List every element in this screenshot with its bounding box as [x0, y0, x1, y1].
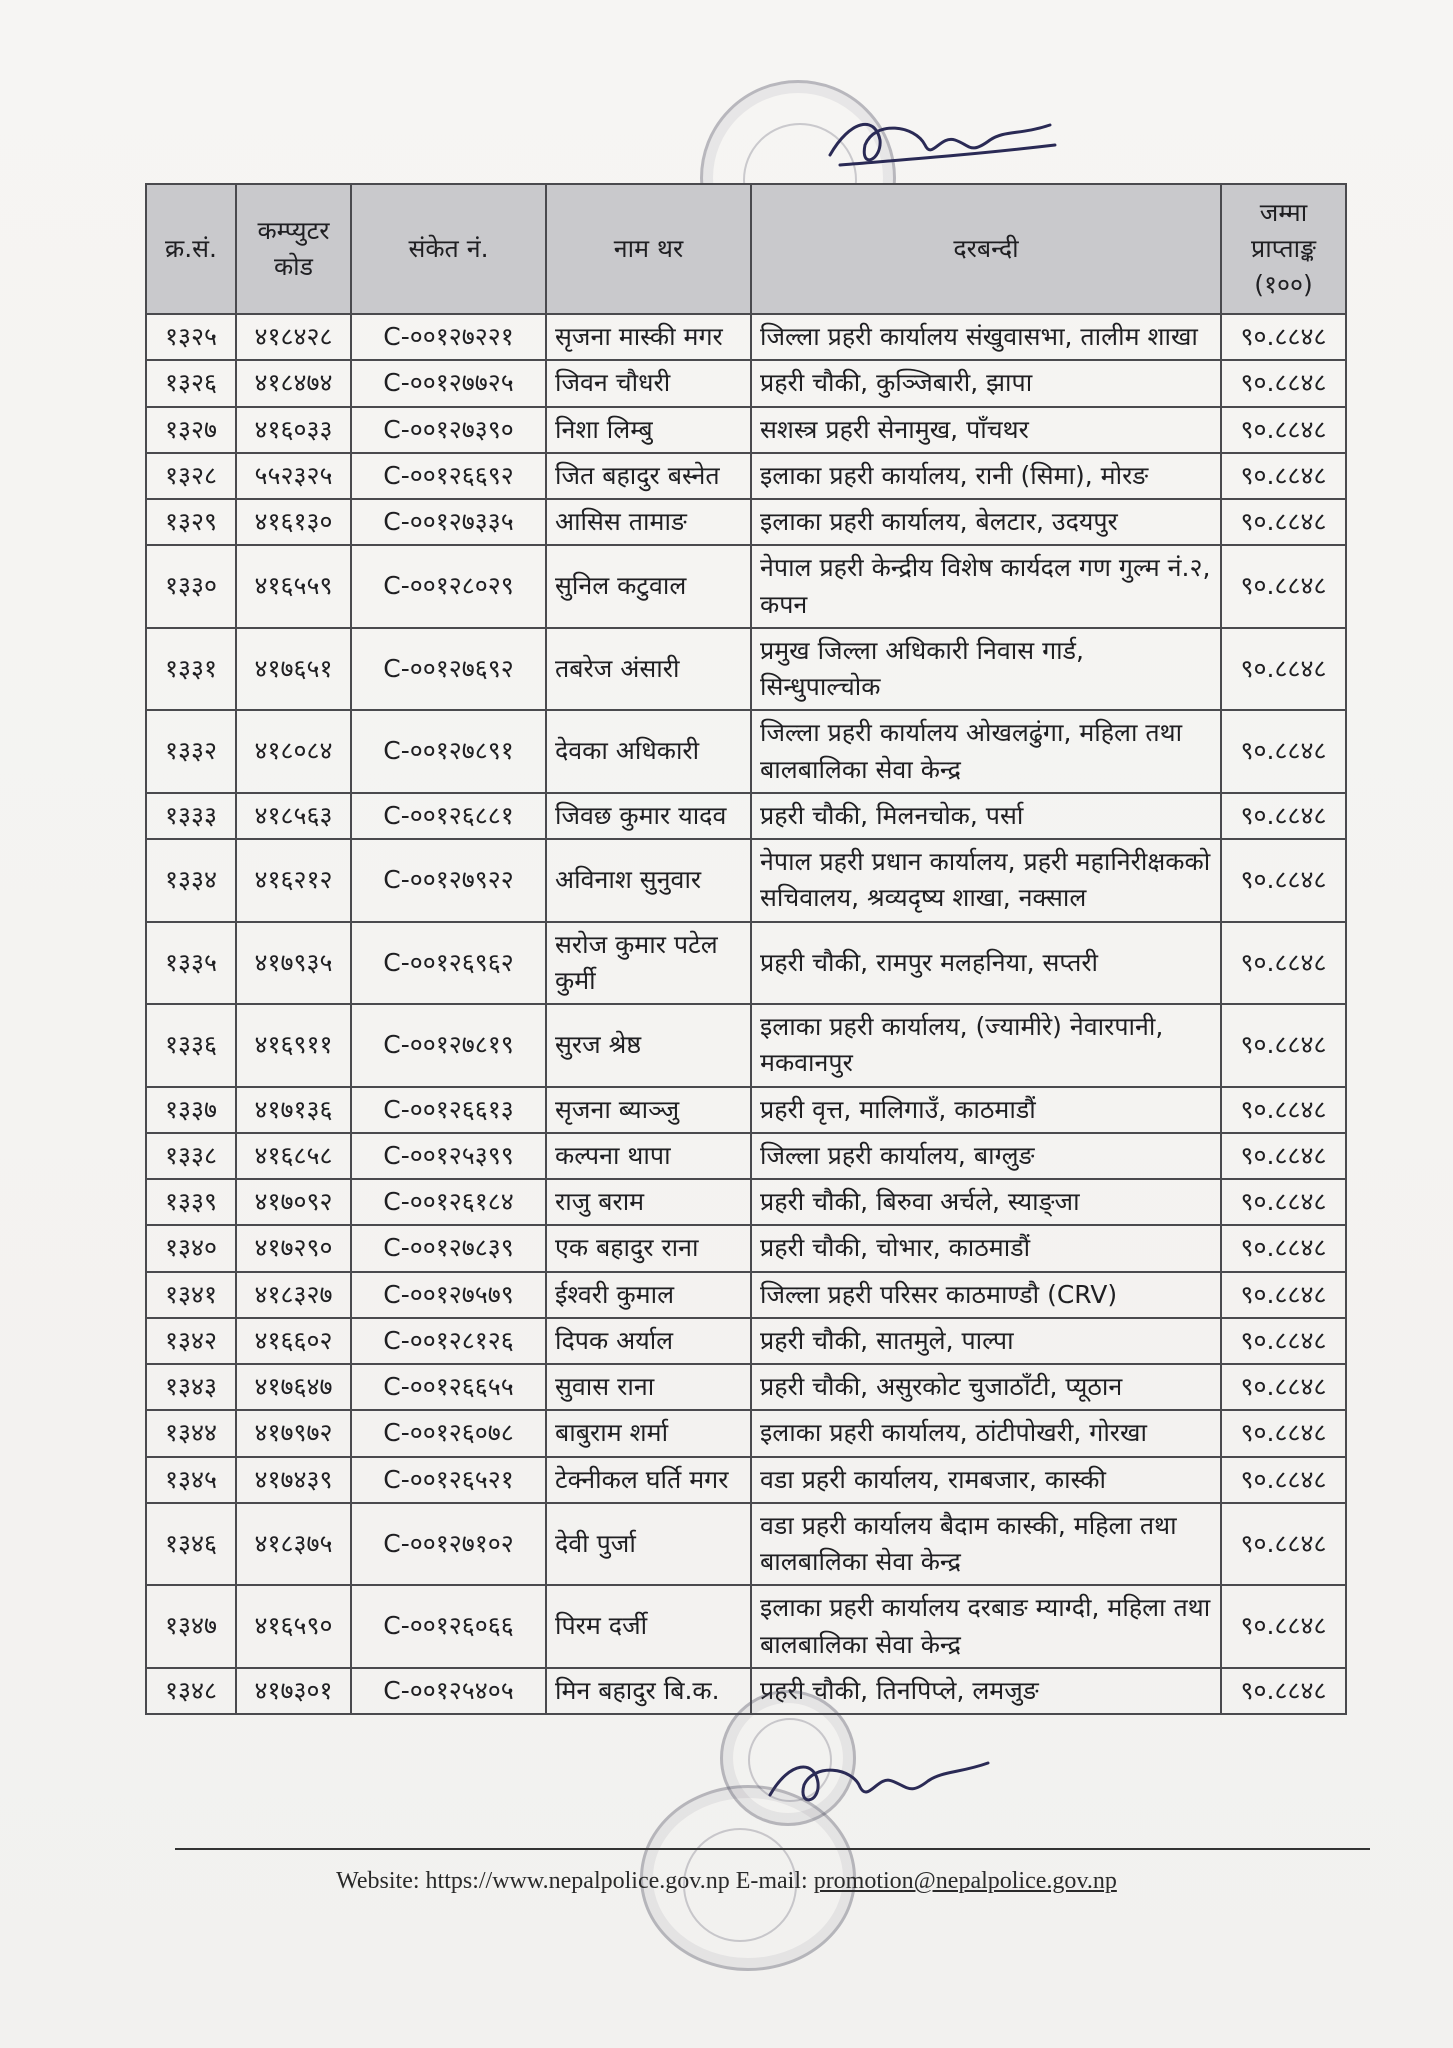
cell-name: राजु बराम — [546, 1179, 751, 1225]
cell-computer-code: ४१७६५१ — [236, 628, 351, 711]
cell-posting: प्रहरी चौकी, तिनपिप्ले, लमजुङ — [751, 1668, 1221, 1714]
cell-total-marks: ९०.८८४८ — [1221, 453, 1346, 499]
table-row — [146, 1272, 1346, 1318]
cell-serial: १३४७ — [146, 1585, 236, 1668]
cell-posting: इलाका प्रहरी कार्यालय, ठांटीपोखरी, गोरखा — [751, 1410, 1221, 1456]
cell-symbol-no: C-००१२७८३९ — [351, 1225, 546, 1271]
cell-total-marks: ९०.८८४८ — [1221, 1503, 1346, 1586]
cell-symbol-no: C-००१२७७२५ — [351, 360, 546, 406]
cell-name: सृजना मास्की मगर — [546, 314, 751, 360]
cell-posting: प्रहरी चौकी, सातमुले, पाल्पा — [751, 1318, 1221, 1364]
cell-serial: १३४२ — [146, 1318, 236, 1364]
cell-serial: १३२६ — [146, 360, 236, 406]
cell-name: तबरेज अंसारी — [546, 628, 751, 711]
cell-serial: १३२८ — [146, 453, 236, 499]
cell-total-marks: ९०.८८४८ — [1221, 545, 1346, 628]
cell-computer-code: ४१७०९२ — [236, 1179, 351, 1225]
cell-serial: १३४० — [146, 1225, 236, 1271]
cell-posting: सशस्त्र प्रहरी सेनामुख, पाँचथर — [751, 407, 1221, 453]
cell-computer-code: ४१६५५९ — [236, 545, 351, 628]
cell-serial: १३३२ — [146, 710, 236, 793]
cell-serial: १३४६ — [146, 1503, 236, 1586]
cell-name: ईश्वरी कुमाल — [546, 1272, 751, 1318]
cell-posting: इलाका प्रहरी कार्यालय, (ज्यामीरे) नेवारपानी, मकवानपुर — [751, 1004, 1221, 1087]
cell-name: सुवास राना — [546, 1364, 751, 1410]
cell-posting: जिल्ला प्रहरी कार्यालय संखुवासभा, तालीम शाखा — [751, 314, 1221, 360]
cell-computer-code: ४१८३२७ — [236, 1272, 351, 1318]
table-row — [146, 1457, 1346, 1503]
website-label: Website: — [336, 1868, 420, 1894]
cell-serial: १३२७ — [146, 407, 236, 453]
cell-total-marks: ९०.८८४८ — [1221, 1133, 1346, 1179]
cell-name: जिवछ कुमार यादव — [546, 793, 751, 839]
cell-serial: १३३४ — [146, 839, 236, 922]
cell-serial: १३४५ — [146, 1457, 236, 1503]
col-header-name: नाम थर — [546, 184, 751, 314]
cell-symbol-no: C-००१२७५७९ — [351, 1272, 546, 1318]
cell-total-marks: ९०.८८४८ — [1221, 1410, 1346, 1456]
table-row — [146, 710, 1346, 793]
cell-serial: १३३० — [146, 545, 236, 628]
cell-name: देवी पुर्जा — [546, 1503, 751, 1586]
cell-total-marks: ९०.८८४८ — [1221, 628, 1346, 711]
cell-name: सुरज श्रेष्ठ — [546, 1004, 751, 1087]
cell-symbol-no: C-००१२७३३५ — [351, 499, 546, 545]
cell-symbol-no: C-००१२५४०५ — [351, 1668, 546, 1714]
cell-symbol-no: C-००१२५३९९ — [351, 1133, 546, 1179]
cell-posting: इलाका प्रहरी कार्यालय दरबाङ म्याग्दी, महिला तथा बालबालिका सेवा केन्द्र — [751, 1585, 1221, 1668]
cell-posting: वडा प्रहरी कार्यालय बैदाम कास्की, महिला तथा बालबालिका सेवा केन्द्र — [751, 1503, 1221, 1586]
cell-name: जिवन चौधरी — [546, 360, 751, 406]
cell-name: आसिस तामाङ — [546, 499, 751, 545]
cell-symbol-no: C-००१२६०७८ — [351, 1410, 546, 1456]
cell-computer-code: ४१७४३९ — [236, 1457, 351, 1503]
cell-name: देवका अधिकारी — [546, 710, 751, 793]
cell-symbol-no: C-००१२६०६६ — [351, 1585, 546, 1668]
cell-posting: प्रहरी चौकी, असुरकोट चुजाठाँटी, प्यूठान — [751, 1364, 1221, 1410]
table-row — [146, 499, 1346, 545]
cell-total-marks: ९०.८८४८ — [1221, 1457, 1346, 1503]
cell-total-marks: ९०.८८४८ — [1221, 314, 1346, 360]
table-row — [146, 1004, 1346, 1087]
cell-posting: नेपाल प्रहरी केन्द्रीय विशेष कार्यदल गण गुल्म नं.२, कपन — [751, 545, 1221, 628]
cell-computer-code: ४१७६४७ — [236, 1364, 351, 1410]
table-row — [146, 1225, 1346, 1271]
cell-computer-code: ४१७९७२ — [236, 1410, 351, 1456]
table-row — [146, 1410, 1346, 1456]
cell-posting: प्रहरी चौकी, कुञ्जिबारी, झापा — [751, 360, 1221, 406]
website-link[interactable]: https://www.nepalpolice.gov.np — [425, 1868, 730, 1894]
cell-posting: नेपाल प्रहरी प्रधान कार्यालय, प्रहरी महानिरीक्षकको सचिवालय, श्रव्यदृष्य शाखा, नक्साल — [751, 839, 1221, 922]
table-row — [146, 407, 1346, 453]
cell-symbol-no: C-००१२६६५५ — [351, 1364, 546, 1410]
cell-posting: इलाका प्रहरी कार्यालय, बेलटार, उदयपुर — [751, 499, 1221, 545]
table-row — [146, 453, 1346, 499]
table-row — [146, 1087, 1346, 1133]
cell-total-marks: ९०.८८४८ — [1221, 1225, 1346, 1271]
table-row — [146, 314, 1346, 360]
cell-total-marks: ९०.८८४८ — [1221, 1004, 1346, 1087]
table-row — [146, 1364, 1346, 1410]
cell-serial: १३२९ — [146, 499, 236, 545]
cell-symbol-no: C-००१२६६९२ — [351, 453, 546, 499]
cell-serial: १३३१ — [146, 628, 236, 711]
cell-computer-code: ४१८३७५ — [236, 1503, 351, 1586]
cell-total-marks: ९०.८८४८ — [1221, 407, 1346, 453]
cell-name: टेक्नीकल घर्ति मगर — [546, 1457, 751, 1503]
table-row — [146, 628, 1346, 711]
cell-symbol-no: C-००१२६९६२ — [351, 922, 546, 1005]
cell-computer-code: ४१७२९० — [236, 1225, 351, 1271]
cell-symbol-no: C-००१२७३९० — [351, 407, 546, 453]
cell-total-marks: ९०.८८४८ — [1221, 360, 1346, 406]
cell-name: एक बहादुर राना — [546, 1225, 751, 1271]
table-row — [146, 1133, 1346, 1179]
table-row — [146, 1179, 1346, 1225]
cell-symbol-no: C-००१२७८१९ — [351, 1004, 546, 1087]
cell-posting: प्रहरी चौकी, बिरुवा अर्चले, स्याङ्जा — [751, 1179, 1221, 1225]
cell-computer-code: ४१८०८४ — [236, 710, 351, 793]
cell-computer-code: ४१६२१२ — [236, 839, 351, 922]
cell-serial: १३४३ — [146, 1364, 236, 1410]
results-table — [145, 183, 1347, 1715]
cell-name: अविनाश सुनुवार — [546, 839, 751, 922]
col-header-total-marks: जम्मा प्राप्ताङ्क (१००) — [1221, 184, 1346, 314]
cell-posting: प्रहरी वृत्त, मालिगाउँ, काठमाडौं — [751, 1087, 1221, 1133]
cell-symbol-no: C-००१२८०२९ — [351, 545, 546, 628]
cell-total-marks: ९०.८८४८ — [1221, 710, 1346, 793]
cell-name: सृजना ब्याञ्जु — [546, 1087, 751, 1133]
table-row — [146, 1585, 1346, 1668]
cell-symbol-no: C-००१२७८९१ — [351, 710, 546, 793]
table-row — [146, 793, 1346, 839]
col-header-computer-code: कम्प्युटर कोड — [236, 184, 351, 314]
cell-name: मिन बहादुर बि.क. — [546, 1668, 751, 1714]
cell-posting: जिल्ला प्रहरी परिसर काठमाण्डौ (CRV) — [751, 1272, 1221, 1318]
table-row — [146, 360, 1346, 406]
cell-symbol-no: C-००१२६६१३ — [351, 1087, 546, 1133]
cell-computer-code: ४१६०३३ — [236, 407, 351, 453]
cell-computer-code: ४१७३०१ — [236, 1668, 351, 1714]
cell-symbol-no: C-००१२६१८४ — [351, 1179, 546, 1225]
cell-serial: १३४८ — [146, 1668, 236, 1714]
cell-symbol-no: C-००१२८१२६ — [351, 1318, 546, 1364]
cell-computer-code: ४१८४७४ — [236, 360, 351, 406]
cell-computer-code: ४१८४२८ — [236, 314, 351, 360]
cell-computer-code: ५५२३२५ — [236, 453, 351, 499]
cell-posting: वडा प्रहरी कार्यालय, रामबजार, कास्की — [751, 1457, 1221, 1503]
col-header-posting: दरबन्दी — [751, 184, 1221, 314]
cell-total-marks: ९०.८८४८ — [1221, 839, 1346, 922]
cell-total-marks: ९०.८८४८ — [1221, 1364, 1346, 1410]
cell-symbol-no: C-००१२७६९२ — [351, 628, 546, 711]
cell-serial: १३३७ — [146, 1087, 236, 1133]
cell-total-marks: ९०.८८४८ — [1221, 1087, 1346, 1133]
cell-name: बाबुराम शर्मा — [546, 1410, 751, 1456]
footer-contact — [0, 1868, 1453, 1895]
cell-total-marks: ९०.८८४८ — [1221, 1318, 1346, 1364]
email-link[interactable]: promotion@nepalpolice.gov.np — [813, 1868, 1117, 1894]
cell-total-marks: ९०.८८४८ — [1221, 1585, 1346, 1668]
cell-serial: १३४१ — [146, 1272, 236, 1318]
table-row — [146, 839, 1346, 922]
table-header-row — [146, 184, 1346, 314]
cell-posting: प्रहरी चौकी, रामपुर मलहनिया, सप्तरी — [751, 922, 1221, 1005]
cell-symbol-no: C-००१२७९२२ — [351, 839, 546, 922]
cell-computer-code: ४१८५६३ — [236, 793, 351, 839]
cell-posting: प्रहरी चौकी, मिलनचोक, पर्सा — [751, 793, 1221, 839]
cell-total-marks: ९०.८८४८ — [1221, 922, 1346, 1005]
cell-posting: जिल्ला प्रहरी कार्यालय, बाग्लुङ — [751, 1133, 1221, 1179]
cell-name: पिरम दर्जी — [546, 1585, 751, 1668]
cell-computer-code: ४१६८५८ — [236, 1133, 351, 1179]
cell-posting: जिल्ला प्रहरी कार्यालय ओखलढुंगा, महिला तथा बालबालिका सेवा केन्द्र — [751, 710, 1221, 793]
cell-name: सुनिल कटुवाल — [546, 545, 751, 628]
cell-symbol-no: C-००१२७१०२ — [351, 1503, 546, 1586]
cell-symbol-no: C-००१२७२२१ — [351, 314, 546, 360]
table-row — [146, 922, 1346, 1005]
cell-serial: १३३६ — [146, 1004, 236, 1087]
cell-symbol-no: C-००१२६५२१ — [351, 1457, 546, 1503]
cell-total-marks: ९०.८८४८ — [1221, 499, 1346, 545]
cell-computer-code: ४१७९३५ — [236, 922, 351, 1005]
col-header-serial: क्र.सं. — [146, 184, 236, 314]
cell-computer-code: ४१६६०२ — [236, 1318, 351, 1364]
cell-serial: १३३३ — [146, 793, 236, 839]
cell-name: निशा लिम्बु — [546, 407, 751, 453]
cell-symbol-no: C-००१२६८८१ — [351, 793, 546, 839]
cell-name: कल्पना थापा — [546, 1133, 751, 1179]
cell-posting: प्रमुख जिल्ला अधिकारी निवास गार्ड, सिन्धुपाल्चोक — [751, 628, 1221, 711]
cell-posting: इलाका प्रहरी कार्यालय, रानी (सिमा), मोरङ — [751, 453, 1221, 499]
signature-top — [820, 100, 1070, 190]
cell-name: जित बहादुर बस्नेत — [546, 453, 751, 499]
cell-computer-code: ४१७१३६ — [236, 1087, 351, 1133]
cell-posting: प्रहरी चौकी, चोभार, काठमाडौं — [751, 1225, 1221, 1271]
footer-divider — [175, 1848, 1370, 1850]
cell-total-marks: ९०.८८४८ — [1221, 1272, 1346, 1318]
cell-computer-code: ४१६९११ — [236, 1004, 351, 1087]
cell-computer-code: ४१६५९० — [236, 1585, 351, 1668]
cell-name: सरोज कुमार पटेल कुर्मी — [546, 922, 751, 1005]
cell-computer-code: ४१६१३० — [236, 499, 351, 545]
cell-total-marks: ९०.८८४८ — [1221, 1179, 1346, 1225]
col-header-symbol-no: संकेत नं. — [351, 184, 546, 314]
cell-serial: १३२५ — [146, 314, 236, 360]
cell-total-marks: ९०.८८४८ — [1221, 1668, 1346, 1714]
cell-serial: १३४४ — [146, 1410, 236, 1456]
cell-total-marks: ९०.८८४८ — [1221, 793, 1346, 839]
cell-serial: १३३९ — [146, 1179, 236, 1225]
cell-serial: १३३५ — [146, 922, 236, 1005]
email-label: E-mail: — [735, 1868, 808, 1894]
table-row — [146, 1503, 1346, 1586]
cell-serial: १३३८ — [146, 1133, 236, 1179]
cell-name: दिपक अर्याल — [546, 1318, 751, 1364]
table-row — [146, 1318, 1346, 1364]
table-row — [146, 545, 1346, 628]
